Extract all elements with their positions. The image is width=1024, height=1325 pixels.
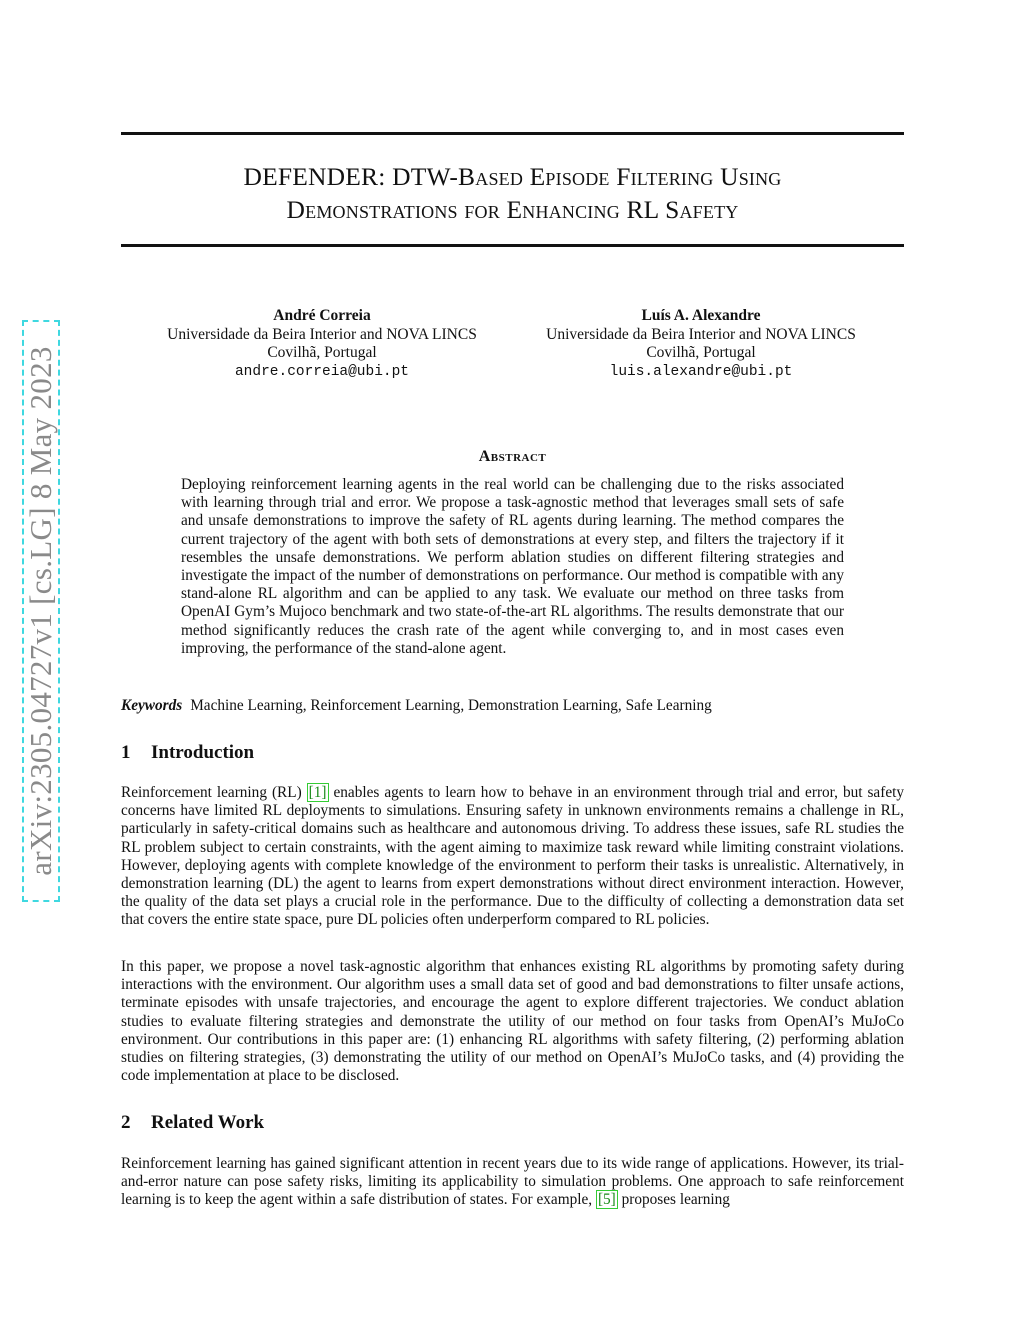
keywords: [121, 697, 904, 715]
author-email[interactable]: andre.correia@ubi.pt: [234, 363, 410, 380]
title-line-2: Demonstrations for Enhancing RL Safety: [286, 195, 739, 224]
author-affiliation: Universidade da Beira Interior and NOVA LINCS: [546, 325, 856, 343]
section-heading-introduction: [121, 742, 254, 764]
keywords-label: Keywords: [121, 697, 183, 714]
paragraph-text: Reinforcement learning (RL): [121, 784, 307, 801]
author-block-2: [501, 307, 901, 381]
intro-paragraph-2: In this paper, we propose a novel task-agnostic algorithm that enhances existing RL algorithms by promoting safety during interactions with the environment. Our algorithm uses a small data set of good and bad demonstrations to filter unsafe actions, terminate episodes with unsafe trajectories, and encourage the agent to explore different trajectories. We conduct ablation studies to evaluate filtering strategies and demonstrate the utility of our method on four tasks from OpenAI’s MuJoCo environment. Our contributions in this paper are: (1) enhancing RL algorithms with safety filtering, (2) performing ablation studies on filtering strategies, (3) demonstrating the utility of our method on OpenAI’s MuJoCo tasks, and (4) providing the code implementation at place to be disclosed.: [121, 958, 904, 1085]
title-line-1: DEFENDER: DTW-Based Episode Filtering Using: [243, 162, 782, 191]
section-title: Introduction: [151, 742, 255, 763]
title-bottom-rule: [121, 244, 904, 247]
section-number: 2: [121, 1112, 131, 1133]
paragraph-text: Reinforcement learning has gained significant attention in recent years due to its wide range of applications. However, its trial-and-error nature can pose safety risks, limiting its applicability to simulation problems. One approach to safe reinforcement learning is to keep the agent within a safe distribution of states. For example,: [121, 1155, 904, 1209]
paper-title: [121, 160, 904, 226]
section-heading-related-work: [121, 1112, 264, 1134]
paragraph-text: proposes learning: [617, 1191, 730, 1209]
author-name: Luís A. Alexandre: [641, 307, 761, 324]
related-work-paragraph-1: [121, 1155, 904, 1210]
citation-link[interactable]: [5]: [597, 1191, 616, 1209]
citation-link[interactable]: [1]: [308, 784, 327, 801]
author-name: André Correia: [273, 307, 371, 324]
author-location: Covilhã, Portugal: [267, 344, 377, 361]
keywords-text: Machine Learning, Reinforcement Learning, Demonstration Learning, Safe Learning: [190, 697, 712, 714]
arxiv-identifier: arXiv:2305.04727v1 [cs.LG] 8 May 2023: [23, 346, 58, 876]
abstract-text: Deploying reinforcement learning agents in the real world can be challenging due to the risks associated with learning through trial and error. We propose a task-agnostic method that leverages small sets of safe and unsafe demonstrations to improve the safety of RL agents during learning. The method compares the current trajectory of the agent with both sets of demonstrations at every step, and filters the trajectory if it resembles the unsafe demonstrations. We perform ablation studies on different filtering strategies and investigate the impact of the number of demonstrations on performance. Our method is compatible with any stand-alone RL algorithm and can be applied to any task. We evaluate our method on three tasks from OpenAI Gym’s Mujoco benchmark and two state-of-the-art RL algorithms. The results demonstrate that our method significantly reduces the crash rate of the agent while converging to, and in most cases even improving, the performance of the stand-alone agent.: [181, 476, 844, 657]
paragraph-text: enables agents to learn how to behave in an environment through trial and error, but safety concerns have limited RL deployments to simulations. Ensuring safety in unknown environments remains a challenge in RL, particularly in safety-critical domains such as healthcare and autonomous driving. To address these issues, safe RL studies the RL problem subject to certain constraints, with the agent aiming to maximize task reward while limiting constraint violations. However, deploying agents with complete knowledge of the environment to perform their tasks is unrealistic. Alternatively, in demonstration learning (DL) the agent to learns from expert demonstrations without direct environment interaction. However, the quality of the data set plays a crucial role in the performance. Due to the difficulty of collecting a demonstration data set that covers the entire state space, pure DL policies often underperform compared to RL policies.: [121, 784, 905, 929]
intro-paragraph-1: [121, 784, 904, 930]
author-affiliation: Universidade da Beira Interior and NOVA LINCS: [167, 325, 477, 343]
section-title: Related Work: [151, 1112, 265, 1133]
author-block-1: [122, 307, 522, 381]
author-location: Covilhã, Portugal: [646, 344, 756, 361]
title-top-rule: [121, 132, 904, 135]
abstract-heading: Abstract: [478, 448, 547, 465]
section-number: 1: [121, 742, 131, 763]
author-email[interactable]: luis.alexandre@ubi.pt: [609, 363, 793, 380]
